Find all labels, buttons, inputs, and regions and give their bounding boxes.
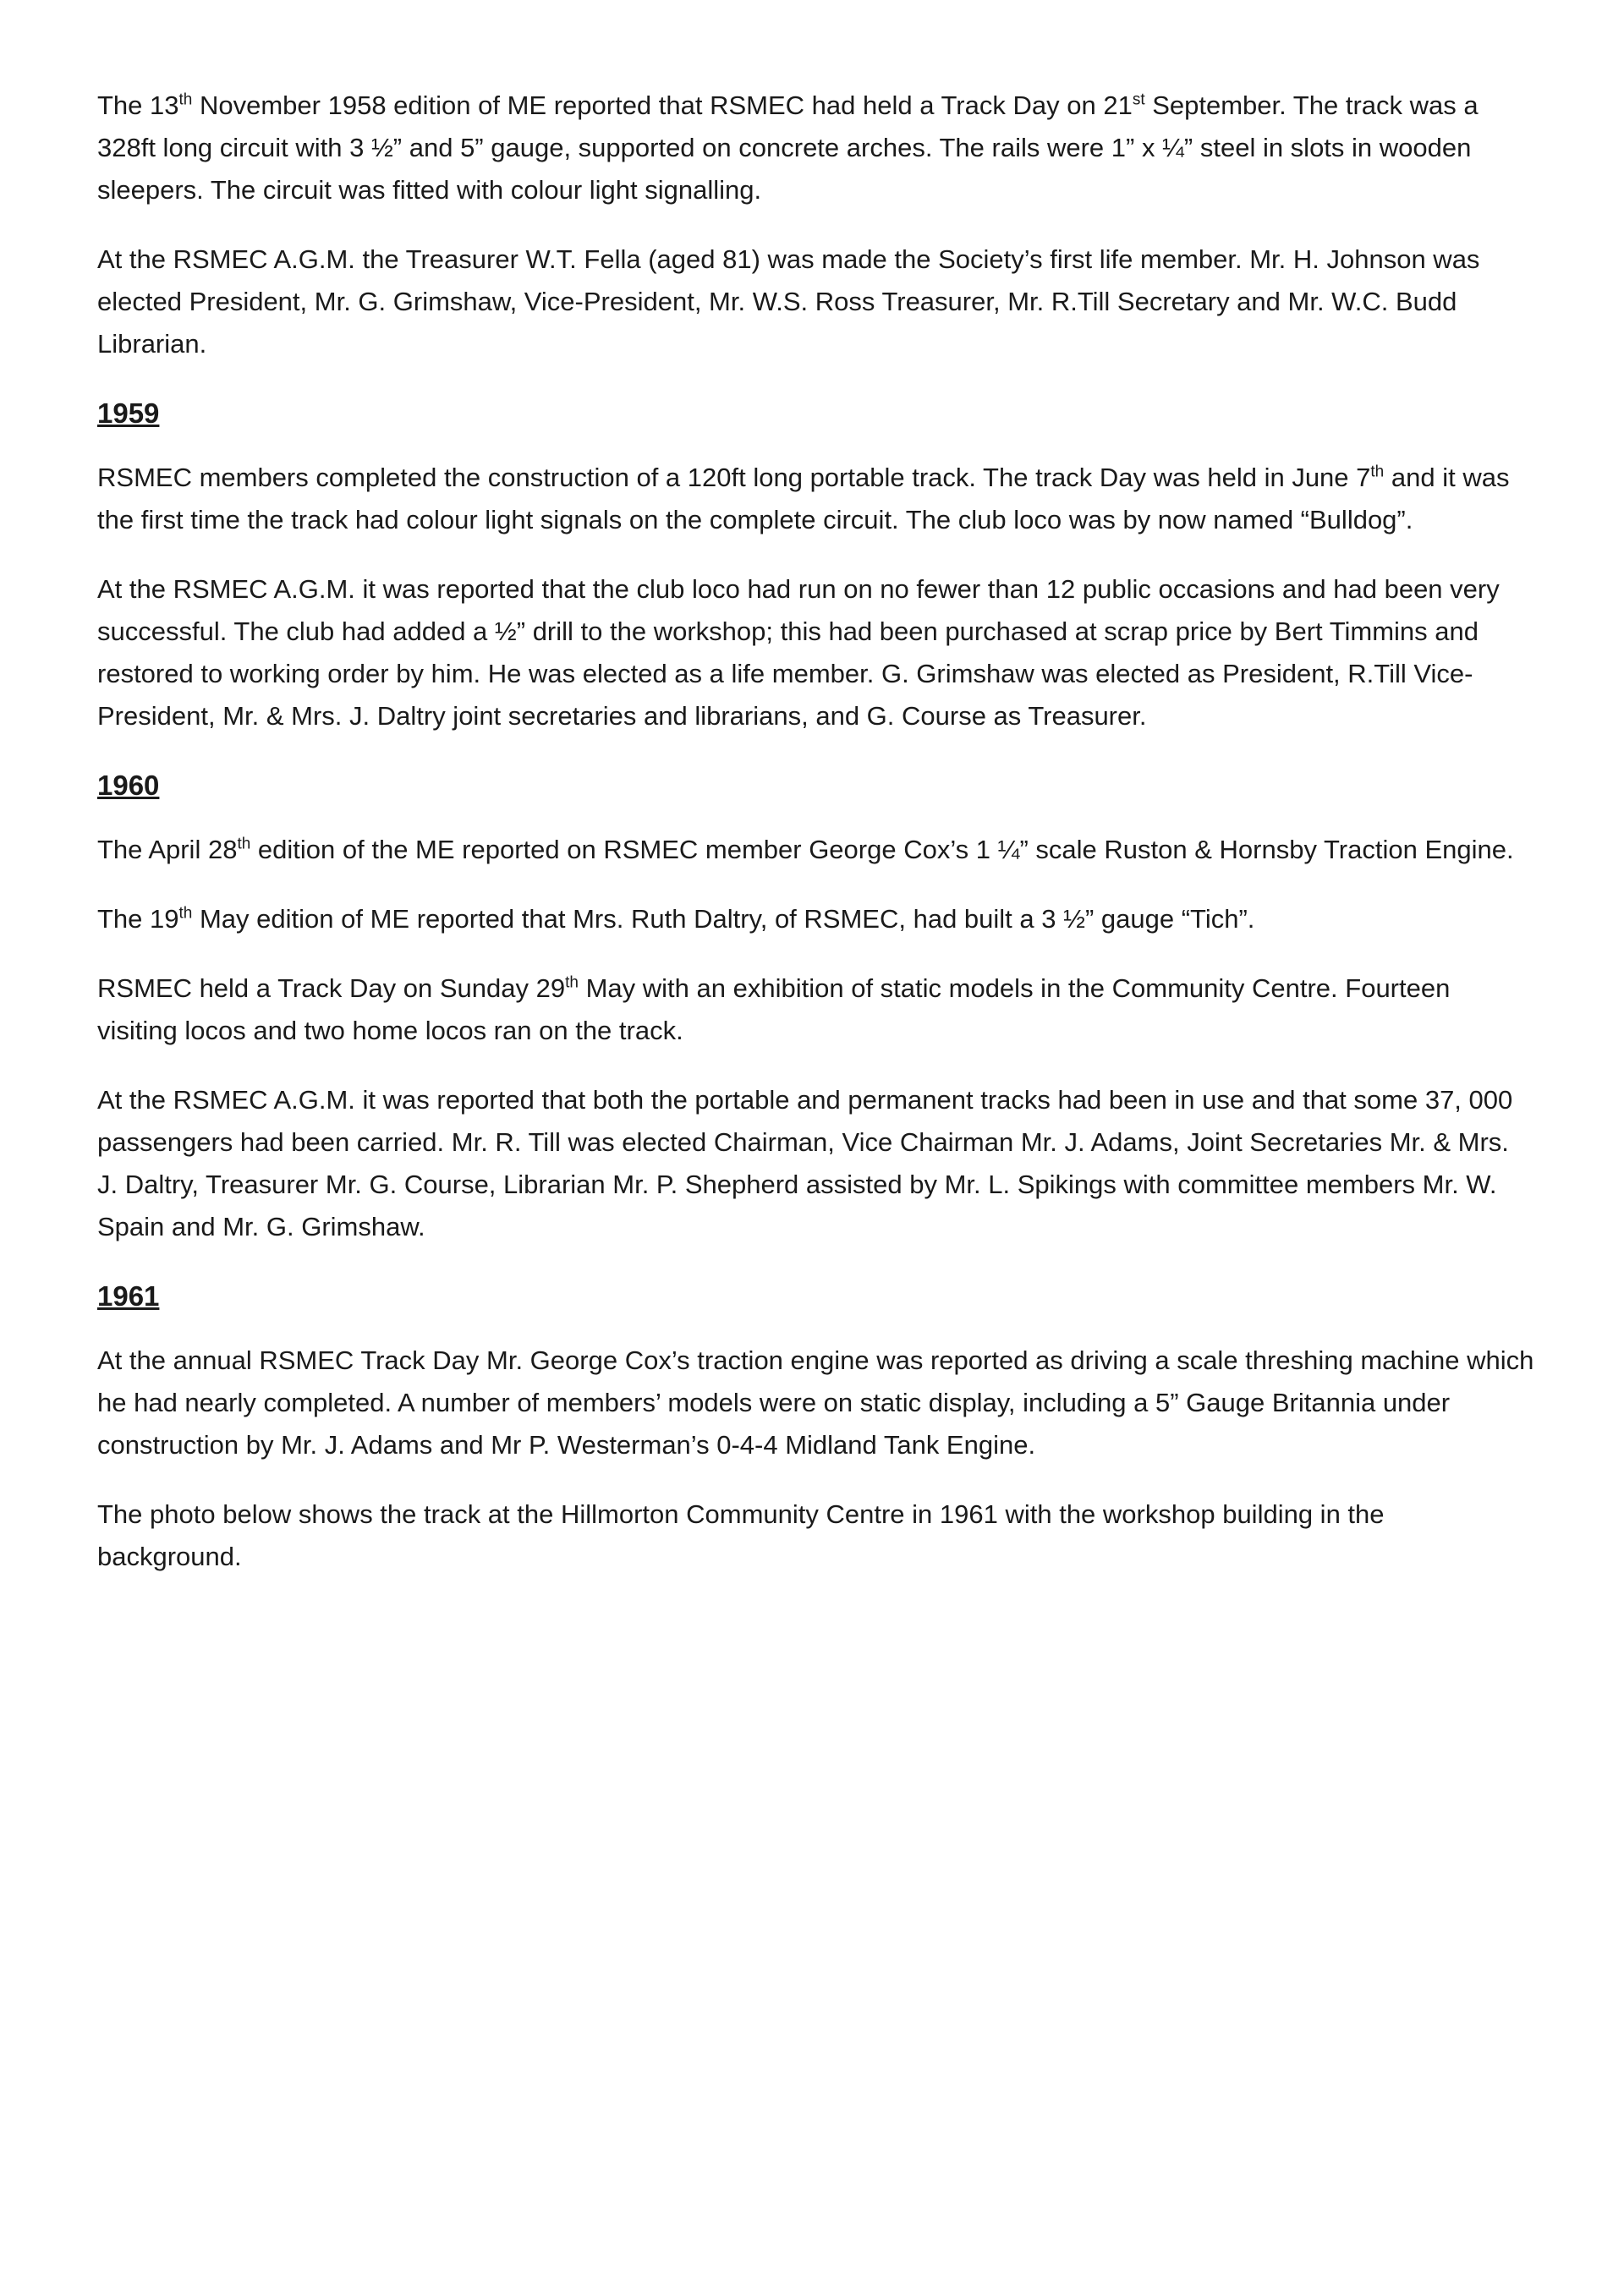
paragraph-1960-agm: At the RSMEC A.G.M. it was reported that both the portable and permanent tracks had been in use and that some 37, 000 passengers had been carried. Mr. R. Till was elected Chairman, Vice Chairman Mr. J. Adams, Joint Secretaries Mr. & Mrs. J. Daltry, Treasurer Mr. G. Course, Librarian Mr. P. Shepherd assisted by Mr. L. Spikings with committee members Mr. W. Spain and Mr. G. Grimshaw. <box>97 1085 1513 1241</box>
paragraph-1960-track-day: RSMEC held a Track Day on Sunday 29th May with an exhibition of static models in the Community Centre. Fourteen visiting locos and two home locos ran on the track. <box>97 973 1451 1045</box>
paragraph-1958-agm: At the RSMEC A.G.M. the Treasurer W.T. Fella (aged 81) was made the Society’s first life member. Mr. H. Johnson was elected President, Mr. G. Grimshaw, Vice-President, Mr. W.S. Ross Treasurer, Mr. R.Till Secretary and Mr. W.C. Budd Librarian. <box>97 244 1480 359</box>
heading-1961: 1961 <box>97 1280 160 1312</box>
paragraph-1960-tich: The 19th May edition of ME reported that Mrs. Ruth Daltry, of RSMEC, had built a 3 ½” gauge “Tich”. <box>97 904 1255 934</box>
heading-1960: 1960 <box>97 770 160 801</box>
paragraph-1959-portable-track: RSMEC members completed the construction of a 120ft long portable track. The track Day was held in June 7th and it was the first time the track had colour light signals on the complete circuit. The club loco was by now named “Bulldog”. <box>97 463 1510 534</box>
paragraph-1961-photo-caption: The photo below shows the track at the Hillmorton Community Centre in 1961 with the workshop building in the background. <box>97 1499 1385 1571</box>
heading-1959: 1959 <box>97 397 160 429</box>
paragraph-1961-track-day: At the annual RSMEC Track Day Mr. George Cox’s traction engine was reported as driving a scale threshing machine which he had nearly completed. A number of members’ models were on static display, including a 5” Gauge Britannia under construction by Mr. J. Adams and Mr P. Westerman’s 0-4-4 Midland Tank Engine. <box>97 1345 1534 1460</box>
paragraph-1960-traction-engine: The April 28th edition of the ME reported on RSMEC member George Cox’s 1 ¼” scale Ruston & Hornsby Traction Engine. <box>97 835 1514 864</box>
paragraph-1959-agm: At the RSMEC A.G.M. it was reported that the club loco had run on no fewer than 12 public occasions and had been very successful. The club had added a ½” drill to the workshop; this had been purchased at scrap price by Bert Timmins and restored to working order by him. He was elected as a life member. G. Grimshaw was elected as President, R.Till Vice-President, Mr. & Mrs. J. Daltry joint secretaries and librarians, and G. Course as Treasurer. <box>97 574 1500 731</box>
paragraph-1958-track-day: The 13th November 1958 edition of ME reported that RSMEC had held a Track Day on 21st September. The track was a 328ft long circuit with 3 ½” and 5” gauge, supported on concrete arches. The rails were 1” x ¼” steel in slots in wooden sleepers. The circuit was fitted with colour light signalling. <box>97 90 1479 205</box>
